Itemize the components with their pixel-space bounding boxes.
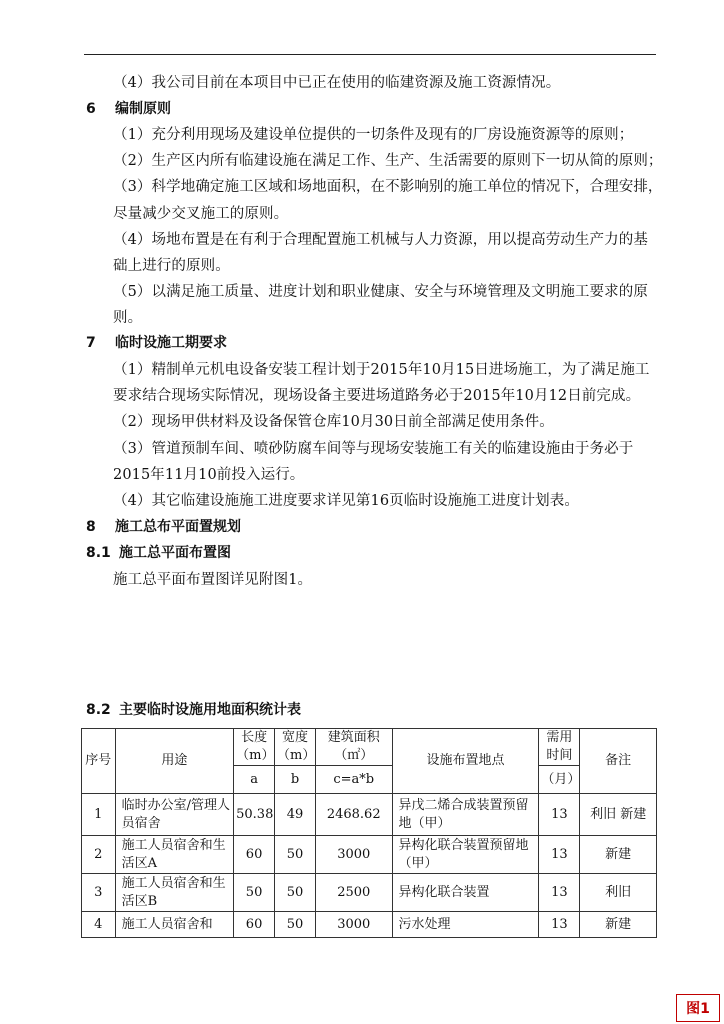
cell-length: 50 — [234, 874, 275, 912]
cell-use: 临时办公室/管理人员宿舍 — [115, 794, 234, 836]
text-line: （1）精制单元机电设备安装工程计划于2015年10月15日进场施工，为了满足施工 — [113, 362, 650, 378]
header-length-symbol: a — [234, 766, 275, 794]
cell-width: 49 — [275, 794, 316, 836]
cell-months: 13 — [539, 794, 580, 836]
cell-remark: 利旧 新建 — [580, 794, 657, 836]
text-line: 则。 — [113, 310, 143, 326]
header-seq: 序号 — [82, 729, 116, 794]
cell-location: 异戊二烯合成装置预留地（甲） — [392, 794, 539, 836]
text-line: 尽量减少交叉施工的原则。 — [113, 206, 289, 222]
section-number: 7 — [86, 335, 96, 351]
cell-seq: 1 — [82, 794, 116, 836]
header-time-unit: （月） — [539, 766, 580, 794]
table-header-row — [82, 729, 657, 766]
section-6-heading — [86, 99, 171, 119]
text-line: （4）场地布置是在有利于合理配置施工机械与人力资源，用以提高劳动生产力的基 — [113, 232, 648, 248]
cell-remark: 新建 — [580, 836, 657, 874]
header-rule — [84, 54, 656, 55]
cell-use: 施工人员宿舍和 — [115, 912, 234, 938]
cell-remark: 新建 — [580, 912, 657, 938]
section-title: 临时设施工期要求 — [115, 335, 227, 351]
table-row — [82, 874, 657, 912]
cell-width: 50 — [275, 874, 316, 912]
text-line: （2）生产区内所有临建设施在满足工作、生产、生活需要的原则下一切从简的原则； — [113, 153, 663, 169]
text-line: （5）以满足施工质量、进度计划和职业健康、安全与环境管理及文明施工要求的原 — [113, 284, 648, 300]
section-title: 施工总布平面置规划 — [115, 519, 241, 535]
text-line: （4）其它临建设施施工进度要求详见第16页临时设施施工进度计划表。 — [113, 493, 579, 509]
text-line: （1）充分利用现场及建设单位提供的一切条件及现有的厂房设施资源等的原则； — [113, 127, 634, 143]
cell-use: 施工人员宿舍和生活区A — [115, 836, 234, 874]
cell-area: 3000 — [315, 836, 392, 874]
cell-seq: 4 — [82, 912, 116, 938]
section-title: 主要临时设施用地面积统计表 — [119, 702, 301, 718]
cell-length: 60 — [234, 836, 275, 874]
cell-length: 50.38 — [234, 794, 275, 836]
cell-seq: 2 — [82, 836, 116, 874]
header-time: 需用时间 — [539, 729, 580, 766]
cell-remark: 利旧 — [580, 874, 657, 912]
section-8-2-heading — [86, 700, 301, 720]
section-7-heading — [86, 333, 227, 353]
section-number: 8.1 — [86, 545, 111, 561]
table-row — [82, 912, 657, 938]
table-row — [82, 794, 657, 836]
header-remark: 备注 — [580, 729, 657, 794]
cell-area: 2468.62 — [315, 794, 392, 836]
prev-item-line: （4）我公司目前在本项目中已正在使用的临建资源及施工资源情况。 — [113, 75, 561, 91]
text-line: （3）科学地确定施工区域和场地面积，在不影响别的施工单位的情况下，合理安排， — [113, 179, 663, 195]
table-row — [82, 836, 657, 874]
header-area: 建筑面积（㎡） — [315, 729, 392, 766]
header-area-formula: c=a*b — [315, 766, 392, 794]
header-width: 宽度（m） — [275, 729, 316, 766]
header-width-symbol: b — [275, 766, 316, 794]
header-length: 长度（m） — [234, 729, 275, 766]
cell-width: 50 — [275, 912, 316, 938]
cell-months: 13 — [539, 874, 580, 912]
text-line: （2）现场甲供材料及设备保管仓库10月30日前全部满足使用条件。 — [113, 414, 554, 430]
header-location: 设施布置地点 — [392, 729, 539, 794]
cell-seq: 3 — [82, 874, 116, 912]
cell-use: 施工人员宿舍和生活区B — [115, 874, 234, 912]
section-8-heading — [86, 517, 241, 537]
text-line: 2015年11月10前投入运行。 — [113, 467, 305, 483]
cell-months: 13 — [539, 912, 580, 938]
section-number: 6 — [86, 101, 96, 117]
cell-width: 50 — [275, 836, 316, 874]
cell-location: 污水处理 — [392, 912, 539, 938]
text-line: 施工总平面布置图详见附图1。 — [113, 572, 313, 588]
section-number: 8.2 — [86, 702, 111, 718]
cell-area: 3000 — [315, 912, 392, 938]
cell-location: 异构化联合装置预留地（甲） — [392, 836, 539, 874]
section-title: 编制原则 — [115, 101, 171, 117]
cell-area: 2500 — [315, 874, 392, 912]
facility-area-table — [81, 728, 657, 938]
cell-months: 13 — [539, 836, 580, 874]
header-use: 用途 — [115, 729, 234, 794]
cell-location: 异构化联合装置 — [392, 874, 539, 912]
figure-badge: 图1 — [676, 994, 720, 1022]
section-title: 施工总平面布置图 — [119, 545, 231, 561]
text-line: 础上进行的原则。 — [113, 258, 230, 274]
text-line: 要求结合现场实际情况，现场设备主要进场道路务必于2015年10月12日前完成。 — [113, 388, 641, 404]
section-8-1-heading — [86, 543, 231, 563]
cell-length: 60 — [234, 912, 275, 938]
text-line: （3）管道预制车间、喷砂防腐车间等与现场安装施工有关的临建设施由于务必于 — [113, 441, 634, 457]
section-number: 8 — [86, 519, 96, 535]
